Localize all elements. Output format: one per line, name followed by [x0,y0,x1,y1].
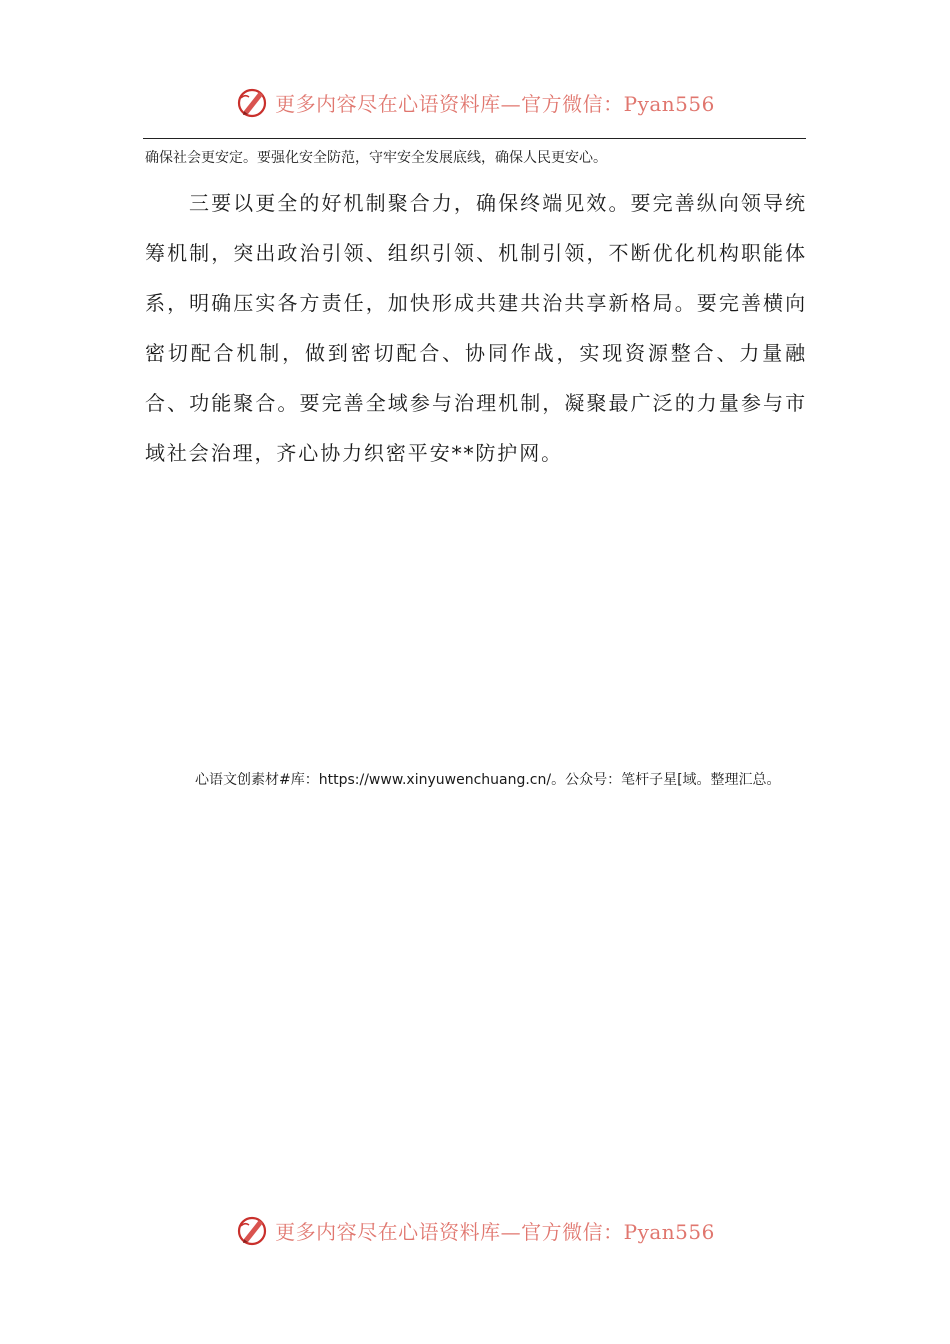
pen-circle-logo-icon [235,84,271,120]
header-banner [0,82,950,122]
source-note: 心语文创素材#库：https://www.xinyuwenchuang.cn/。公众号：笔杆子星[域。整理汇总。 [195,772,781,788]
banner-text: 更多内容尽在心语资料库—官方微信：Pyan556 [275,1219,715,1244]
footer-banner [0,1210,950,1250]
banner-text: 更多内容尽在心语资料库—官方微信：Pyan556 [275,91,715,116]
pen-circle-logo-icon [235,1212,271,1248]
body-paragraph: 三要以更全的好机制聚合力，确保终端见效。要完善纵向领导统筹机制，突出政治引领、组织引领、机制引领，不断优化机构职能体系，明确压实各方责任，加快形成共建共治共享新格局。要完善横向密切配合机制，做到密切配合、协同作战，实现资源整合、力量融合、功能聚合。要完善全域参与治理机制，凝聚最广泛的力量参与市域社会治理，齐心协力织密平安**防护网。 [145,191,807,465]
header-divider [143,138,806,139]
continued-text-line: 确保社会更安定。要强化安全防范，守牢安全发展底线，确保人民更安心。 [145,150,607,166]
